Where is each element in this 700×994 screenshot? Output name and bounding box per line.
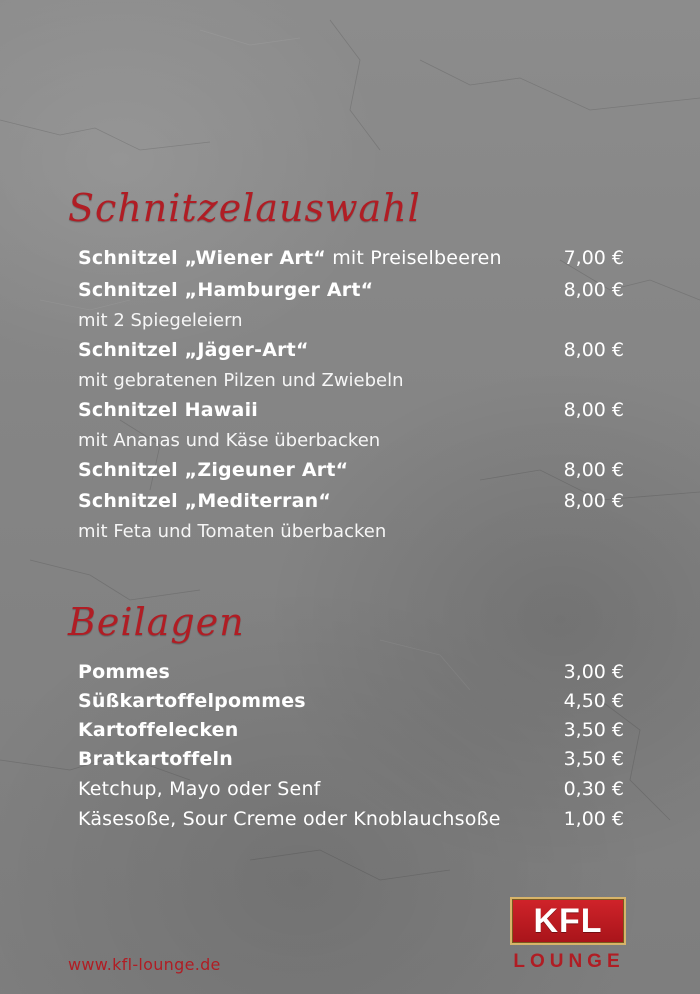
menu-item-price: 7,00 € xyxy=(563,247,624,269)
menu-item-zigeuner-art xyxy=(78,459,624,487)
menu-item-suesskartoffelpommes xyxy=(78,690,624,718)
menu-item-price: 1,00 € xyxy=(563,808,624,830)
menu-item-pommes xyxy=(78,661,624,689)
menu-item-sauce-basic xyxy=(78,778,624,806)
menu-item-wiener-art xyxy=(78,247,624,275)
menu-item-kartoffelecken xyxy=(78,719,624,747)
menu-item-name: Kartoffelecken xyxy=(78,719,239,741)
menu-item-name: Schnitzel „Jäger-Art“ xyxy=(78,339,309,361)
menu-item-price: 8,00 € xyxy=(563,339,624,361)
section-title-schnitzelauswahl: Schnitzelauswahl xyxy=(68,186,421,230)
menu-item-mediterran xyxy=(78,490,624,546)
menu-item-price: 8,00 € xyxy=(563,279,624,301)
menu-item-description: mit 2 Spiegeleiern xyxy=(78,310,243,331)
menu-item-name: Käsesoße, Sour Creme oder Knoblauchsoße xyxy=(78,808,501,830)
menu-item-name: Bratkartoffeln xyxy=(78,748,233,770)
menu-item-bratkartoffeln xyxy=(78,748,624,776)
menu-item-sauce-premium xyxy=(78,808,624,836)
menu-item-price: 3,00 € xyxy=(563,661,624,683)
menu-item-name: Schnitzel „Mediterran“ xyxy=(78,490,332,512)
menu-item-price: 0,30 € xyxy=(563,778,624,800)
menu-item-price: 4,50 € xyxy=(563,690,624,712)
menu-item-price: 8,00 € xyxy=(563,399,624,421)
logo-text: KFL xyxy=(533,901,603,940)
menu-item-hamburger-art xyxy=(78,279,624,335)
menu-item-description: mit gebratenen Pilzen und Zwiebeln xyxy=(78,370,404,391)
menu-item-price: 8,00 € xyxy=(563,459,624,481)
logo-badge xyxy=(510,897,626,945)
logo-subtext: LOUNGE xyxy=(513,951,625,972)
menu-item-description: mit Ananas und Käse überbacken xyxy=(78,430,381,451)
menu-item-price: 8,00 € xyxy=(563,490,624,512)
menu-item-name: Schnitzel „Wiener Art“ mit Preiselbeeren xyxy=(78,247,502,269)
menu-item-price: 3,50 € xyxy=(563,748,624,770)
menu-item-name: Schnitzel Hawaii xyxy=(78,399,258,421)
menu-item-name: Pommes xyxy=(78,661,170,683)
menu-item-price: 3,50 € xyxy=(563,719,624,741)
menu-item-name: Schnitzel „Zigeuner Art“ xyxy=(78,459,349,481)
menu-item-name: Ketchup, Mayo oder Senf xyxy=(78,778,321,800)
menu-item-name: Süßkartoffelpommes xyxy=(78,690,306,712)
section-title-beilagen: Beilagen xyxy=(68,600,245,644)
kfl-lounge-logo xyxy=(508,897,630,977)
website-link[interactable]: www.kfl-lounge.de xyxy=(68,955,221,974)
menu-item-hawaii xyxy=(78,399,624,455)
menu-item-jaeger-art xyxy=(78,339,624,395)
menu-item-name: Schnitzel „Hamburger Art“ xyxy=(78,279,374,301)
menu-item-description: mit Feta und Tomaten überbacken xyxy=(78,521,387,542)
